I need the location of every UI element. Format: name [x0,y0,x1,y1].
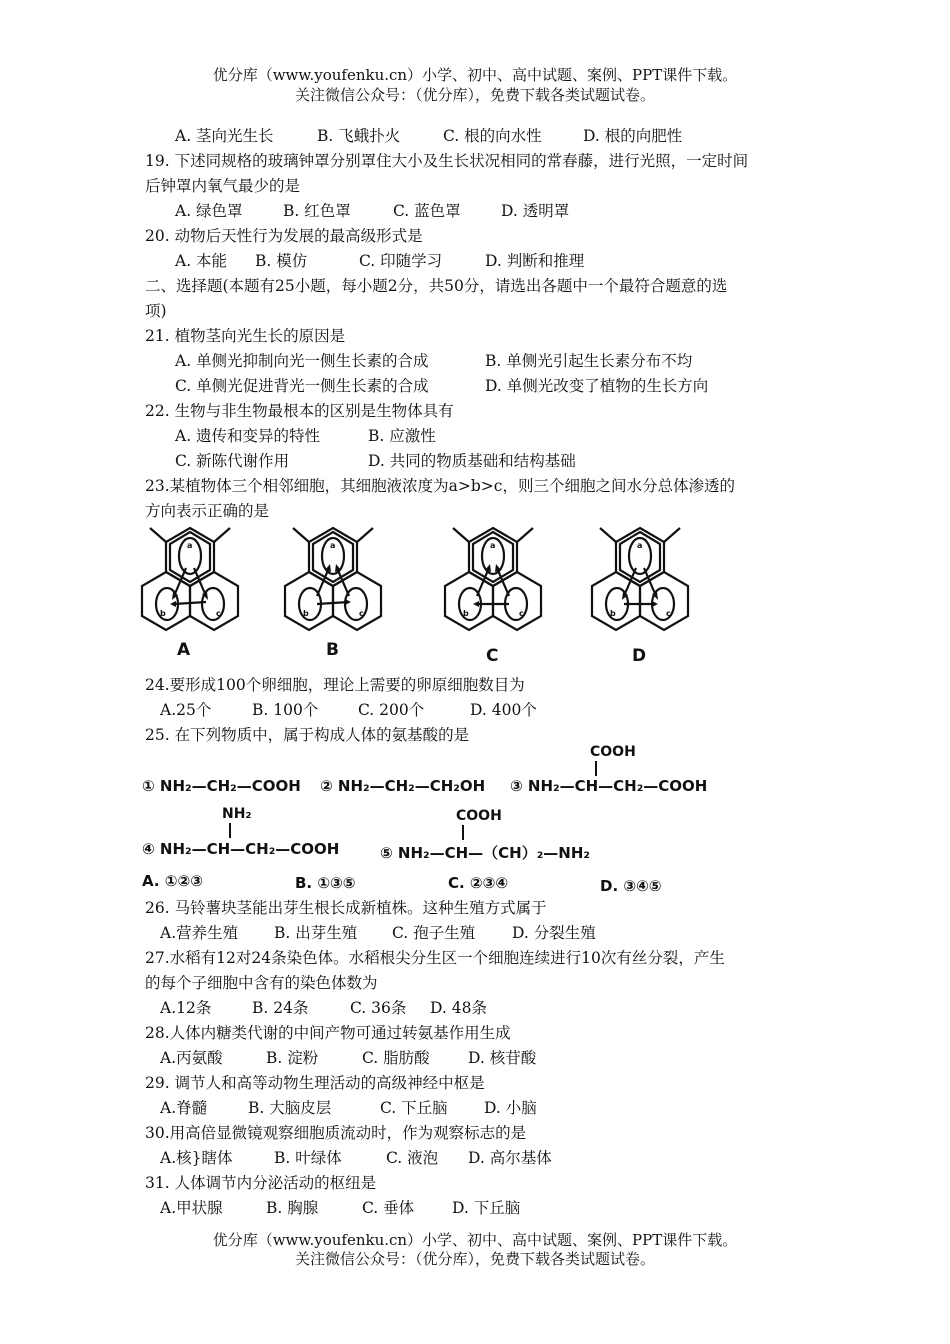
q22-option-a: A. 遗传和变异的特性 [175,427,321,445]
q24-option-b: B. 100个 [252,701,319,719]
q18-option-a: A. 茎向光生长 [175,127,274,145]
q30-stem: 30.用高倍显微镜观察细胞质流动时，作为观察标志的是 [145,1124,527,1142]
svg-text:b: b [463,609,469,618]
q23-label-a: A [177,640,191,660]
q29-option-c: C. 下丘脑 [380,1099,448,1117]
q25-formula-3-cooh: COOH [590,744,636,760]
svg-text:b: b [303,609,309,618]
q29-stem: 29. 调节人和高等动物生理活动的高级神经中枢是 [145,1074,485,1092]
q22-option-b: B. 应激性 [368,427,436,445]
q31-option-b: B. 胸腺 [266,1199,319,1217]
q25-formula-5: ⑤ NH₂—CH—（CH）₂—NH₂ [380,844,590,862]
q21-options-row-2 [175,376,708,396]
svg-text:a: a [187,541,193,550]
q18-option-d: D. 根的向肥性 [583,127,683,145]
svg-text:b: b [160,609,166,618]
q21-option-d: D. 单侧光改变了植物的生长方向 [485,377,709,395]
q25-stem: 25. 在下列物质中，属于构成人体的氨基酸的是 [145,726,470,744]
q30-option-a: A.核}瞎体 [160,1149,233,1167]
q18-option-c: C. 根的向水性 [443,127,542,145]
q30-option-c: C. 液泡 [386,1149,439,1167]
svg-text:c: c [216,609,221,618]
q24-option-c: C. 200个 [358,701,425,719]
q22-option-d: D. 共同的物质基础和结构基础 [368,452,576,470]
svg-text:a: a [637,541,643,550]
q19-option-a: A. 绿色罩 [175,202,243,220]
q25-formula-5-cooh: COOH [456,808,502,824]
q25-option-b: B. ①③⑤ [295,874,356,892]
q26-option-a: A.营养生殖 [160,924,239,942]
header-line-1: 优分库（www.youfenku.cn）小学、初中、高中试题、案例、PPT课件下载。 [212,66,738,84]
q31-options [160,1198,520,1218]
q28-stem: 28.人体内糖类代谢的中间产物可通过转氨基作用生成 [145,1024,511,1042]
q25-formula-2: ② NH₂—CH₂—CH₂OH [320,777,486,795]
q29-options [160,1098,537,1118]
q19-option-d: D. 透明罩 [501,202,570,220]
q20-stem: 20. 动物后天性行为发展的最高级形式是 [145,227,423,245]
q19-option-c: C. 蓝色罩 [393,202,461,220]
q27-stem-1: 27.水稻有12对24条染色体。水稻根尖分生区一个细胞连续进行10次有丝分裂，产生 [145,949,725,967]
q28-option-d: D. 核苷酸 [468,1049,537,1067]
q25-formula-3-bond [595,761,597,776]
q28-option-b: B. 淀粉 [266,1049,319,1067]
q23-stem-2: 方向表示正确的是 [145,502,270,520]
q30-option-b: B. 叶绿体 [274,1149,342,1167]
svg-text:c: c [359,609,364,618]
q27-option-b: B. 24条 [252,999,309,1017]
q23-stem-1: 23.某植物体三个相邻细胞，其细胞液浓度为a>b>c，则三个细胞之间水分总体渗透的 [145,477,735,495]
q25-formula-1: ① NH₂—CH₂—COOH [142,777,301,795]
q28-option-a: A.丙氨酸 [160,1049,223,1067]
q23-label-b: B [326,640,339,660]
q20-option-c: C. 印随学习 [359,252,443,270]
q25-formula-4: ④ NH₂—CH—CH₂—COOH [142,840,340,858]
q25-option-c: C. ②③④ [448,874,509,892]
q27-option-a: A.12条 [160,999,212,1017]
q21-option-b: B. 单侧光引起生长素分布不均 [485,352,693,370]
q26-options [160,923,596,943]
q23-diagram-a [140,524,240,640]
q29-option-a: A.脊髓 [160,1099,208,1117]
q26-option-d: D. 分裂生殖 [512,924,596,942]
q26-option-c: C. 孢子生殖 [392,924,476,942]
q28-options [160,1048,536,1068]
q21-option-a: A. 单侧光抑制向光一侧生长素的合成 [175,352,429,370]
q21-options-row-1 [175,351,692,371]
q22-option-c: C. 新陈代谢作用 [175,452,290,470]
q18-option-b: B. 飞蛾扑火 [317,127,401,145]
q26-option-b: B. 出芽生殖 [274,924,358,942]
svg-text:a: a [490,541,496,550]
q19-option-b: B. 红色罩 [283,202,351,220]
q30-options [160,1148,552,1168]
q22-stem: 22. 生物与非生物最根本的区别是生物体具有 [145,402,454,420]
q27-option-c: C. 36条 [350,999,407,1017]
q25-formula-4-bond [229,823,231,838]
q25-formula-3: ③ NH₂—CH—CH₂—COOH [510,777,708,795]
q23-diagram-c [443,524,543,640]
q26-stem: 26. 马铃薯块茎能出芽生根长成新植株。这种生殖方式属于 [145,899,547,917]
q20-option-a: A. 本能 [175,252,228,270]
section-2-heading-2: 项) [145,302,167,320]
q25-formula-5-bond [462,825,464,840]
q30-option-d: D. 高尔基体 [468,1149,552,1167]
q20-options [175,251,584,271]
q23-diagram-d [590,524,690,640]
svg-text:c: c [666,609,671,618]
q24-stem: 24.要形成100个卵细胞，理论上需要的卵原细胞数目为 [145,676,525,694]
svg-text:b: b [610,609,616,618]
q20-option-b: B. 模仿 [255,252,308,270]
q31-option-c: C. 垂体 [362,1199,415,1217]
q24-options [160,700,537,720]
section-2-heading-1: 二、选择题(本题有25小题，每小题2分，共50分，请选出各题中一个最符合题意的选 [145,277,728,295]
footer-line-1: 优分库（www.youfenku.cn）小学、初中、高中试题、案例、PPT课件下载。 [212,1231,738,1249]
q31-option-a: A.甲状腺 [160,1199,223,1217]
footer-line-2: 关注微信公众号：（优分库），免费下载各类试题试卷。 [294,1250,655,1268]
q23-label-c: C [486,646,499,666]
q28-option-c: C. 脂肪酸 [362,1049,430,1067]
q19-stem-2: 后钟罩内氧气最少的是 [145,177,301,195]
q27-stem-2: 的每个子细胞中含有的染色体数为 [145,974,378,992]
q20-option-d: D. 判断和推理 [485,252,585,270]
q31-option-d: D. 下丘脑 [452,1199,521,1217]
q29-option-b: B. 大脑皮层 [248,1099,332,1117]
q21-option-c: C. 单侧光促进背光一侧生长素的合成 [175,377,429,395]
q22-options-row-2 [175,451,576,471]
q25-option-d: D. ③④⑤ [600,877,662,895]
q18-options [175,126,682,146]
q29-option-d: D. 小脑 [484,1099,537,1117]
q24-option-a: A.25个 [160,701,212,719]
svg-text:c: c [519,609,524,618]
q22-options-row-1 [175,426,436,446]
q23-label-d: D [632,646,647,666]
q25-formula-4-nh2: NH₂ [222,806,252,822]
q19-stem-1: 19. 下述同规格的玻璃钟罩分别罩住大小及生长状况相同的常春藤，进行光照，一定时间 [145,152,749,170]
q21-stem: 21. 植物茎向光生长的原因是 [145,327,346,345]
q24-option-d: D. 400个 [470,701,537,719]
q25-option-a: A. ①②③ [142,872,203,890]
svg-text:a: a [330,541,336,550]
header-line-2: 关注微信公众号：（优分库），免费下载各类试题试卷。 [294,86,655,104]
q31-stem: 31. 人体调节内分泌活动的枢纽是 [145,1174,377,1192]
q23-diagram-b [283,524,383,640]
q27-option-d: D. 48条 [430,999,487,1017]
q27-options [160,998,487,1018]
q19-options [175,201,569,221]
